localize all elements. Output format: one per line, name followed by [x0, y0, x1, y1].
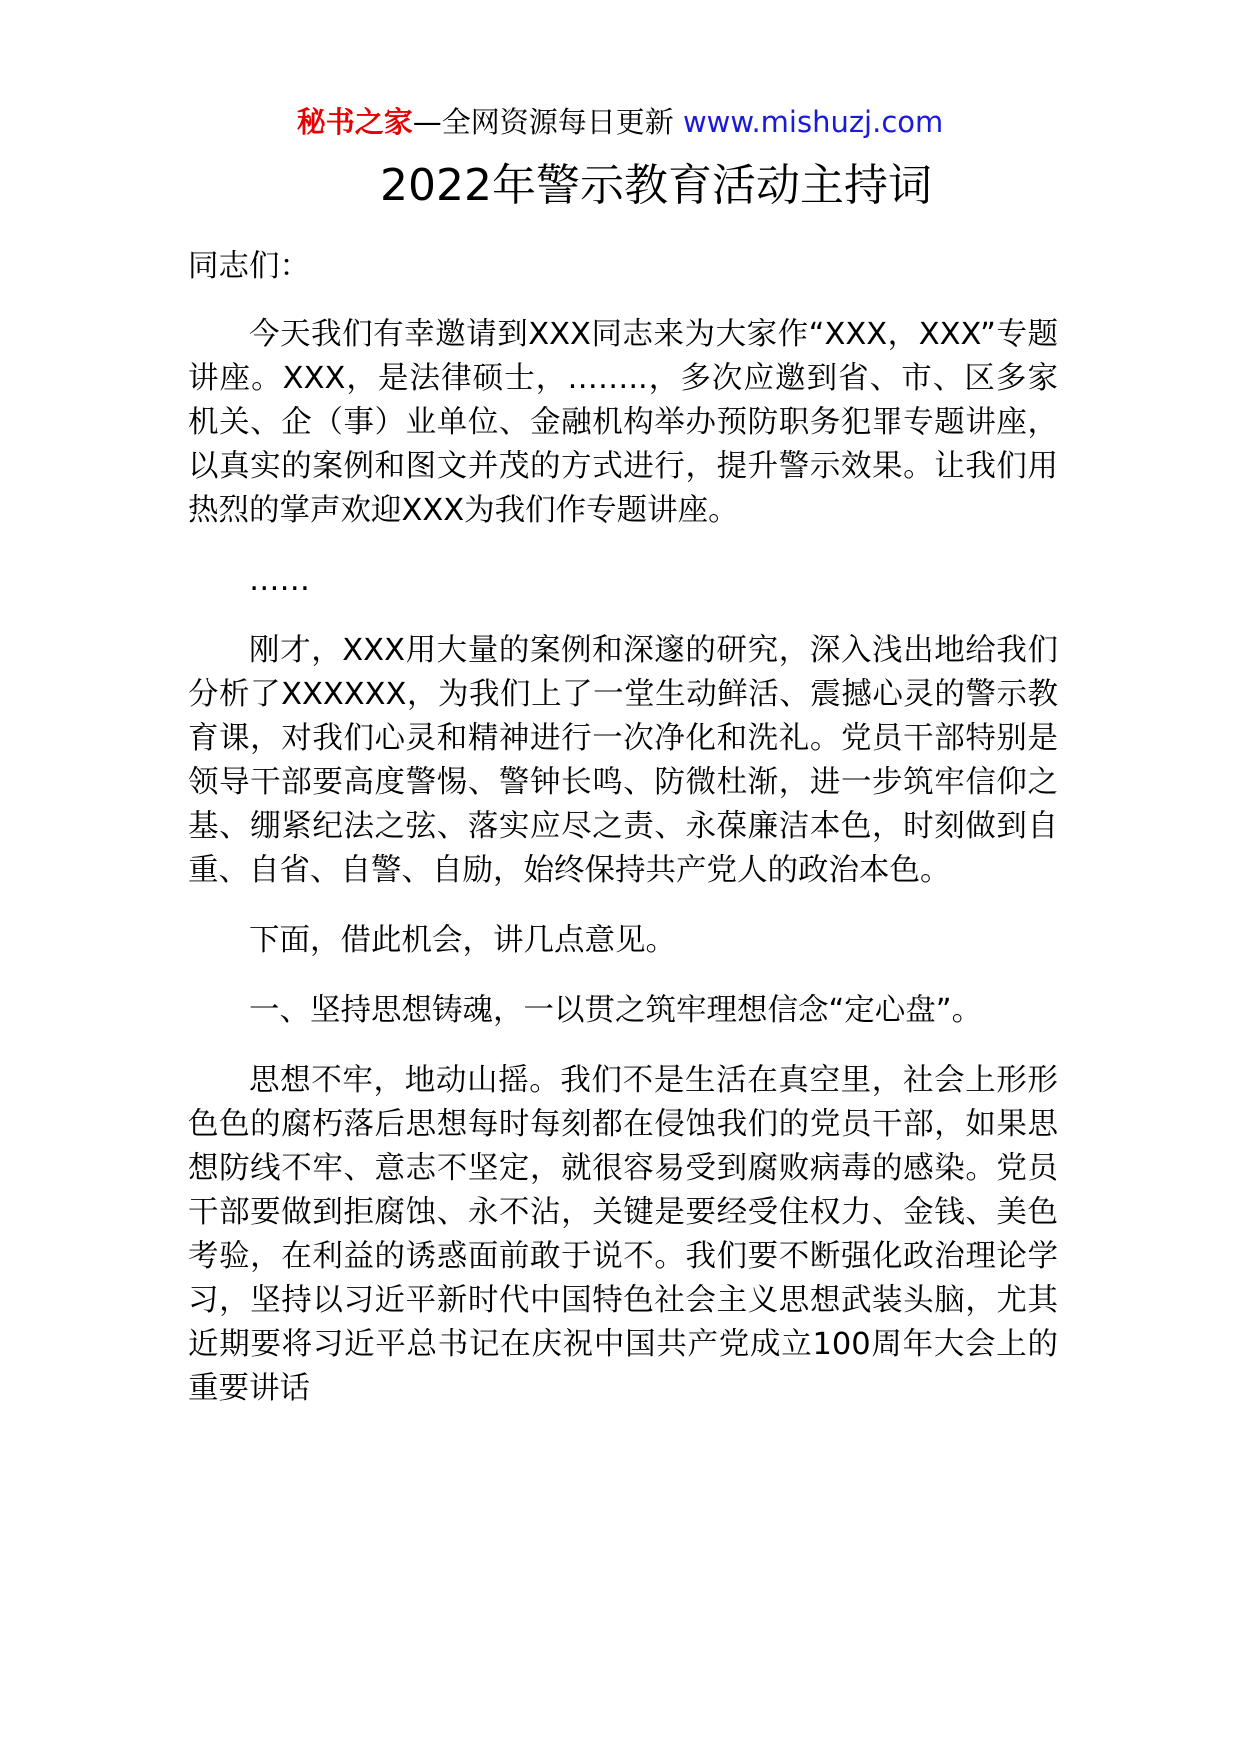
paragraph-summary: 刚才，XXX用大量的案例和深邃的研究，深入浅出地给我们分析了XXXXXX，为我们上了一堂生动鲜活、震撼心灵的警示教育课，对我们心灵和精神进行一次净化和洗礼。党员干部特别是领导干部要高度警惕、警钟长鸣、防微杜渐，进一步筑牢信仰之基、绷紧纪法之弦、落实应尽之责、永葆廉洁本色，时刻做到自重、自省、自警、自励，始终保持共产党人的政治本色。: [188, 633, 1058, 888]
document-title: 2022年警示教育活动主持词: [380, 160, 932, 211]
paragraph-intro: 今天我们有幸邀请到XXX同志来为大家作“XXX，XXX”专题讲座。XXX，是法律硕士，……..，多次应邀到省、市、区多家机关、企（事）业单位、金融机构举办预防职务犯罪专题讲座，以真实的案例和图文并茂的方式进行，提升警示效果。让我们用热烈的掌声欢迎XXX为我们作专题讲座。: [188, 317, 1058, 528]
paragraph-ellipsis: ……: [249, 563, 310, 598]
site-slogan: —全网资源每日更新: [412, 105, 674, 139]
site-brand: 秘书之家: [296, 105, 413, 139]
paragraph-section-1: 思想不牢，地动山摇。我们不是生活在真空里，社会上形形色色的腐朽落后思想每时每刻都在侵蚀我们的党员干部，如果思想防线不牢、意志不坚定，就很容易受到腐败病毒的感染。党员干部要做到拒腐蚀、永不沾，关键是要经受住权力、金钱、美色考验，在利益的诱惑面前敢于说不。我们要不断强化政治理论学习，坚持以习近平新时代中国特色社会主义思想武装头脑，尤其近期要将习近平总书记在庆祝中国共产党成立100周年大会上的重要讲话: [188, 1063, 1058, 1406]
document-body: [188, 245, 1058, 1437]
site-url-link[interactable]: www.mishuzj.com: [682, 105, 944, 139]
site-header: [0, 102, 1240, 142]
salutation: 同志们：: [188, 249, 310, 284]
section-heading-1: 一、坚持思想铸魂，一以贯之筑牢理想信念“定心盘”。: [249, 993, 983, 1028]
paragraph-transition: 下面，借此机会，讲几点意见。: [249, 923, 676, 958]
